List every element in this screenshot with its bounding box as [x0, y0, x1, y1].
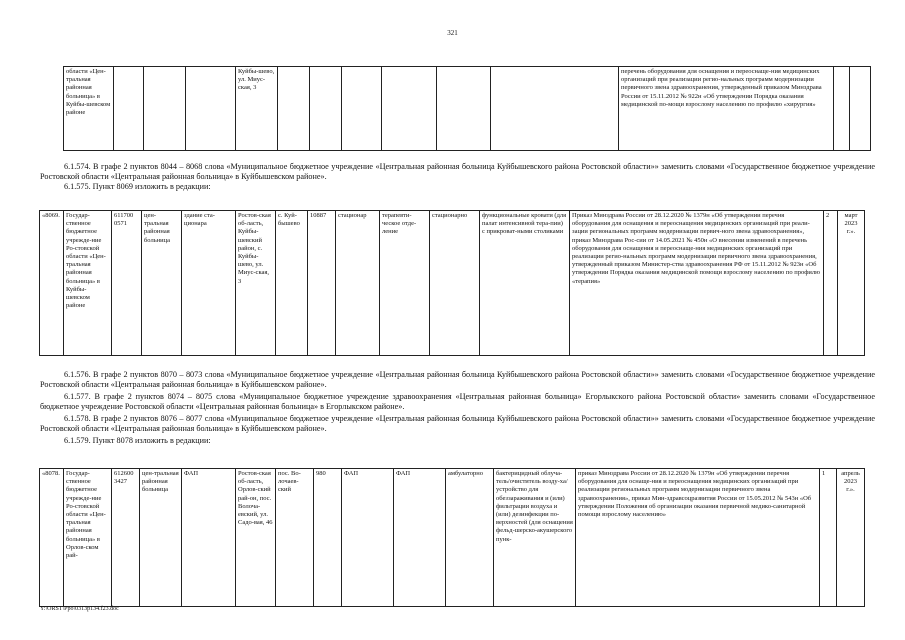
paragraph-6-1-578: 6.1.578. В графе 2 пунктов 8076 – 8077 слова «Муниципальное бюджетное учреждение «Центральная районная больница Куйбышевского района Ростовской области»» заменить словами «Государственное бюджетное учреждение Ростовской области «Центральная районная больница» в Куйбышевском районе».	[40, 414, 875, 433]
table-cell	[850, 67, 871, 151]
paragraph-6-1-576: 6.1.576. В графе 2 пунктов 8070 – 8073 слова «Муниципальное бюджетное учреждение «Центральная районная больница Куйбышевского района Ростовской области»» заменить словами «Государственное бюджетное учреждение Ростовской области «Центральная районная больница» в Куйбышевском районе».	[40, 370, 875, 389]
table-cell: 1	[820, 469, 837, 607]
table-cell	[342, 67, 382, 151]
table-cell: перечень оборудования для оснащения и переоснаще-ния медицинских организаций при реализации регио-нальных программ модернизации первичного звена здравоохранения, утвержденный приказом Минздрава России от 15.11.2012 № 922н «Об утверждении Порядка оказания медицинской по-мощи взрослому населению по профилю «хирургия»	[619, 67, 834, 151]
table-cell: Приказ Минздрава России от 28.12.2020 № 1379н «Об утверждении перечня оборудования для оснащения и переоснащения медицинских организаций при реали-зации региональных программ модернизации первич-ного звена здравоохранения», приказ Минздрава Рос-сии от 14.05.2021 № 450н «О внесении изменений в перечень оборудования для оснащения и переоснаще-ния медицинских организаций при реализации регио-нальных программ модернизации первичного звена здравоохранения, утвержденный приказом Министер-ства здравоохранения РФ от 15.11.2012 № 923н «Об утверждении Порядка оказания медицинской помощи взрослому населению по профилю «терапия»	[570, 211, 824, 356]
table-cell	[114, 67, 144, 151]
table-cell	[186, 67, 236, 151]
table-item-8078	[39, 468, 865, 607]
table-cell: «8069.	[40, 211, 64, 356]
page-number: 321	[447, 29, 458, 37]
paragraph-6-1-575: 6.1.575. Пункт 8069 изложить в редакции:	[64, 182, 211, 191]
table-item-8069	[39, 210, 865, 356]
table-cell: терапевти-ческое отде-ление	[380, 211, 430, 356]
file-path-footer: Y:\ORST\Ppo\0313p134.f23.doc	[40, 606, 119, 612]
table-cell: 612600 3427	[112, 469, 140, 607]
table-cell: 980	[314, 469, 342, 607]
table-cell	[144, 67, 186, 151]
table-cell: ФАП	[394, 469, 446, 607]
table-cell: области «Цен-тральная районная больница» в Куйбы-шевском районе	[64, 67, 114, 151]
paragraph-6-1-574: 6.1.574. В графе 2 пунктов 8044 – 8068 слова «Муниципальное бюджетное учреждение «Центральная районная больница Куйбышевского района Ростовской области»» заменить словами «Государственное бюджетное учреждение Ростовской области «Центральная районная больница» в Куйбышевском районе».	[40, 162, 875, 181]
paragraph-6-1-579: 6.1.579. Пункт 8078 изложить в редакции:	[64, 436, 211, 445]
table-cell: 10887	[308, 211, 336, 356]
table-cell: приказ Минздрава России от 28.12.2020 № 1379н «Об утверждении перечня оборудования для оснаще-ния и переоснащения медицинских организаций при реализации региональных программ модернизации первичного звена здравоохранения», приказ Мин-здравсоцразвития России от 15.05.2012 № 543н «Об утверждении Положения об организации оказания первичной медико-санитарной помощи взрослому населению»	[576, 469, 820, 607]
table-cell: Государ-ственное бюджетное учрежде-ние Ро-стовской области «Цен-тральная районная больница» в Орлов-ском рай-	[64, 469, 112, 607]
table-cell: 611700 0571	[112, 211, 142, 356]
table-cell: цен-тральная районная больница	[142, 211, 182, 356]
table-cell	[382, 67, 437, 151]
table-cell: цен-тральная районная больница	[140, 469, 182, 607]
table-cell: стационар	[336, 211, 380, 356]
table-cell: с. Куй-бышево	[276, 211, 308, 356]
table-cell: амбулаторно	[446, 469, 494, 607]
table-cell	[437, 67, 491, 151]
table-cell	[310, 67, 342, 151]
table-cell: функциональные кровати (для палат интенсивной тера-пии) с прикроват-ными столиками	[480, 211, 570, 356]
paragraph-6-1-577: 6.1.577. В графе 2 пунктов 8074 – 8075 слова «Муниципальное бюджетное учреждение здравоохранения «Центральная районная больница» Егорлыкского района Ростовской области» заменить словами «Государственное бюджетное учреждение Ростовской области «Центральная районная больница» в Егорлыкском районе».	[40, 392, 875, 411]
table-cell: ФАП	[342, 469, 394, 607]
table-cell: 2	[824, 211, 838, 356]
table-cell: Ростов-ская об-ласть, Орлов-ский рай-он, пос. Волоча-евский, ул. Садо-вая, 46	[236, 469, 276, 607]
table-cell	[491, 67, 619, 151]
table-cell: март 2023 г.».	[838, 211, 865, 356]
table-cell: пос. Во-лочаев-ский	[276, 469, 314, 607]
table-cell: Ростов-ская об-ласть, Куйбы-шевский район, с. Куйбы-шево, ул. Миус-ская, 3	[236, 211, 276, 356]
table-cell: бактерицидный облуча-тель/очиститель возду-ха/устройство для обеззараживания и (или) фильтрации воздуха и (или) дезинфекции по-верхностей (для оснащения фельд-шерско-акушерского пунк-	[494, 469, 576, 607]
table-continuation	[63, 66, 871, 151]
table-cell: ФАП	[182, 469, 236, 607]
table-cell: апрель 2023 г.».	[837, 469, 865, 607]
table-cell	[278, 67, 310, 151]
table-cell: Государ-ственное бюджетное учрежде-ние Ро-стовской области «Цен-тральная районная больница» в Куйбы-шевском районе	[64, 211, 112, 356]
table-cell: «8078.	[40, 469, 64, 607]
table-cell: стационарно	[430, 211, 480, 356]
table-cell	[834, 67, 850, 151]
table-cell: Куйбы-шево, ул. Миус-ская, 3	[236, 67, 278, 151]
table-cell: здание ста-ционара	[182, 211, 236, 356]
